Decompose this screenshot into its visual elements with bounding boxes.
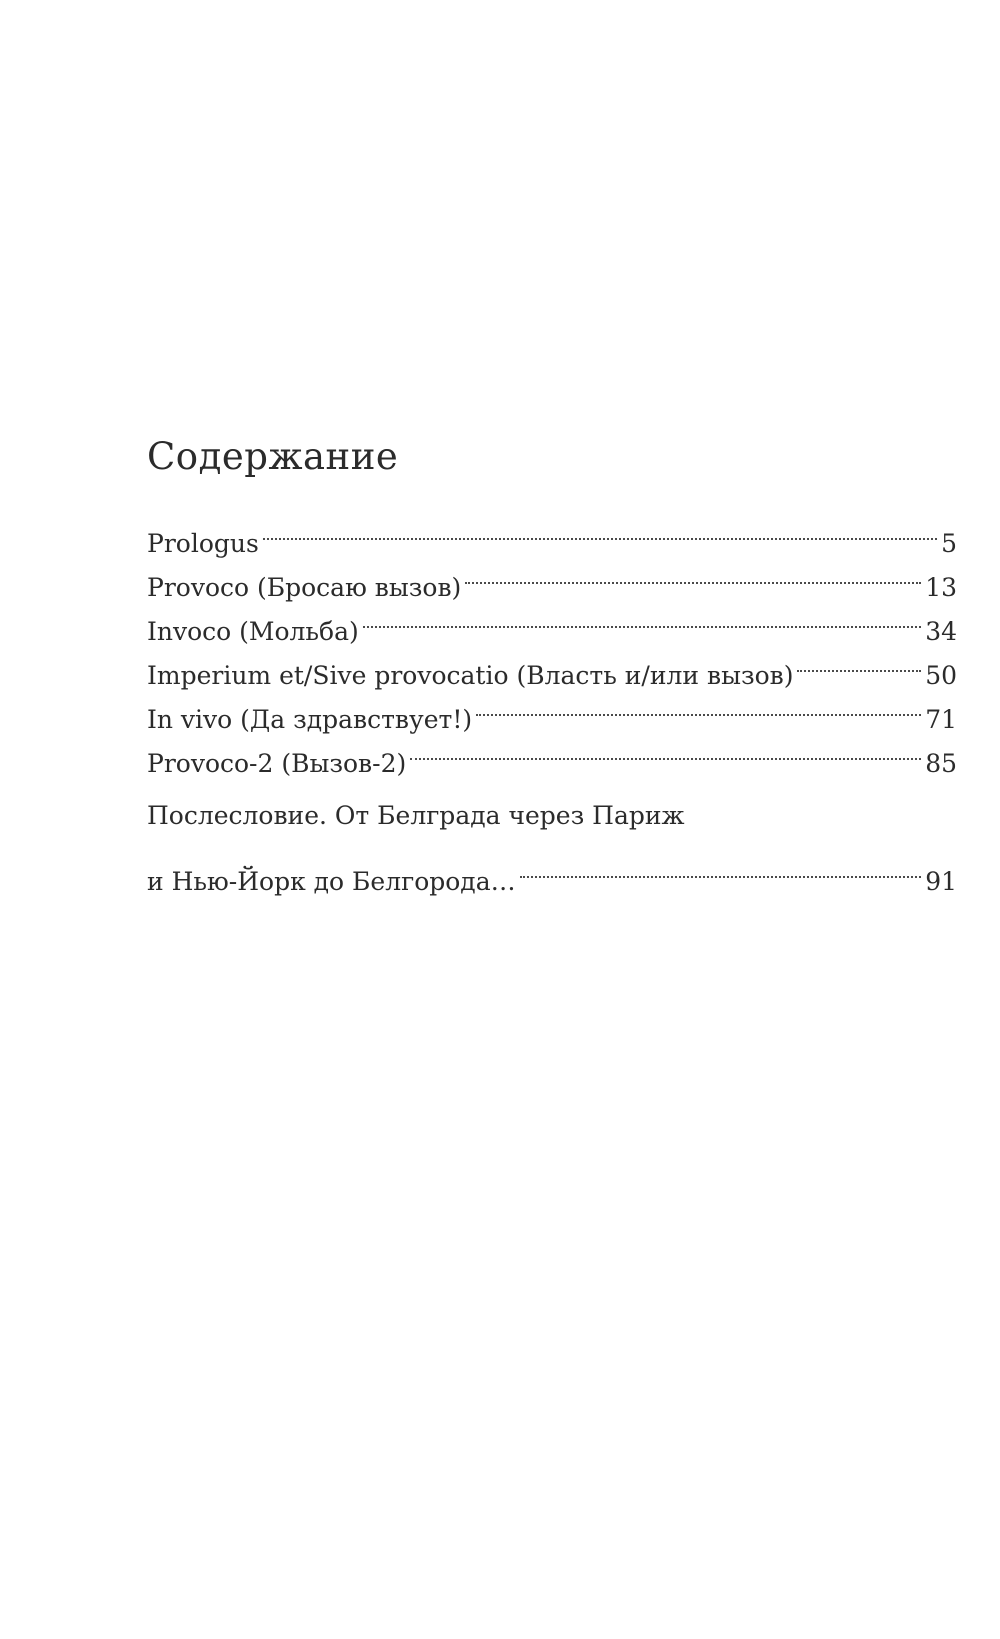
toc-entry-provoco[interactable] <box>147 552 957 602</box>
toc-entry-afterword[interactable] <box>147 794 957 896</box>
dot-leader <box>520 846 922 890</box>
toc-entry-page: 5 <box>941 529 957 558</box>
toc-entry-page: 50 <box>925 661 957 690</box>
toc-entry-label: Invoco (Мольба) <box>147 617 359 646</box>
dot-leader <box>465 552 921 596</box>
toc-entry-page: 34 <box>925 617 957 646</box>
dot-leader <box>476 684 921 728</box>
toc-entry-label: Imperium et/Sive provocatio (Власть и/или вызов) <box>147 661 794 690</box>
toc-entry-page: 91 <box>925 867 957 896</box>
dot-leader <box>797 640 921 684</box>
dot-leader <box>363 596 921 640</box>
toc-entry-label: In vivo (Да здравствует!) <box>147 705 473 734</box>
toc-entry-page: 85 <box>925 749 957 778</box>
toc-entry-prologus[interactable] <box>147 508 957 558</box>
dot-leader <box>263 508 937 552</box>
toc-entry-label: Prologus <box>147 529 259 558</box>
table-of-contents <box>147 432 957 896</box>
afterword-title-line-1: Послесловие. От Белграда через Париж <box>147 801 685 830</box>
toc-entry-label: Provoco (Бросаю вызов) <box>147 573 462 602</box>
dot-leader <box>410 728 921 772</box>
toc-title: Содержание <box>147 435 399 478</box>
toc-entry-page: 13 <box>925 573 957 602</box>
toc-entry-label: Provoco-2 (Вызов-2) <box>147 749 407 778</box>
toc-entry-page: 71 <box>925 705 957 734</box>
afterword-title-line-2 <box>147 846 957 896</box>
toc-entry-label: и Нью-Йорк до Белгорода… <box>147 867 516 896</box>
